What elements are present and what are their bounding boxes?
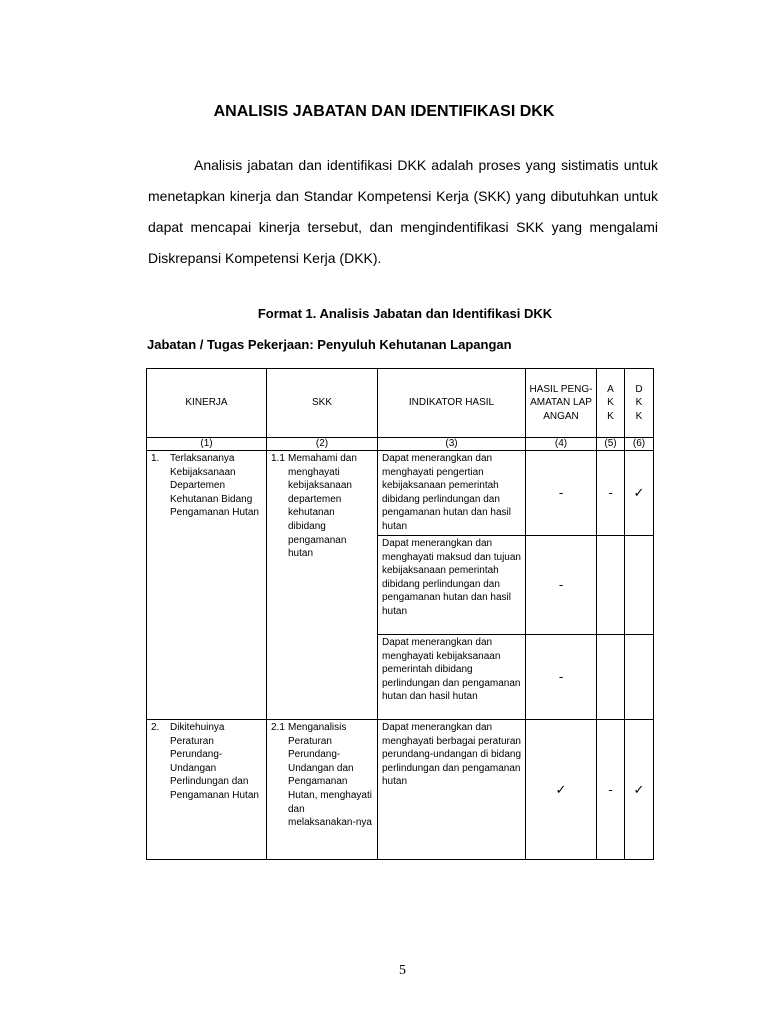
- indikator-cell: Dapat menerangkan dan menghayati maksud dan tujuan kebijaksanaan pemerintah dibidang perlindungan dan pengamanan hutan dan hasil hutan: [378, 536, 526, 635]
- skk-number: 1.1: [271, 453, 285, 464]
- skk-cell: [267, 720, 378, 860]
- dkk-check-icon: ✓: [625, 720, 654, 860]
- akk-cell: [597, 635, 625, 720]
- column-number: (4): [526, 438, 597, 451]
- dkk-check-icon: ✓: [625, 451, 654, 536]
- header-kinerja: KINERJA: [147, 369, 267, 438]
- column-number: (5): [597, 438, 625, 451]
- document-title: ANALISIS JABATAN DAN IDENTIFIKASI DKK: [213, 103, 555, 120]
- kinerja-cell: [147, 451, 267, 720]
- indikator-cell: Dapat menerangkan dan menghayati berbagai peraturan perundang-undangan di bidang perlindungan dan pengamanan hutan: [378, 720, 526, 860]
- header-akk: A K K: [597, 369, 625, 438]
- table-row: [147, 451, 654, 536]
- dkk-cell: [625, 635, 654, 720]
- column-number: (6): [625, 438, 654, 451]
- akk-cell: -: [597, 451, 625, 536]
- kinerja-number: 1.: [151, 453, 160, 464]
- table-header-row: [147, 369, 654, 438]
- hasil-cell: -: [526, 536, 597, 635]
- skk-text: Menganalisis Peraturan Perundang-Undangan dan Pengamanan Hutan, menghayati dan melaksanakan-nya: [288, 722, 372, 829]
- indikator-cell: Dapat menerangkan dan menghayati kebijaksanaan pemerintah dibidang perlindungan dan pengamanan hutan dan hasil hutan: [378, 635, 526, 720]
- kinerja-cell: [147, 720, 267, 860]
- column-number-row: [147, 438, 654, 451]
- intro-paragraph-text: Analisis jabatan dan identifikasi DKK adalah proses yang sistimatis untuk menetapkan kinerja dan Standar Kompetensi Kerja (SKK) yang dibutuhkan untuk dapat mencapai kinerja tersebut, dan mengindentifikasi SKK yang mengalami Diskrepansi Kompetensi Kerja (DKK).: [148, 157, 658, 266]
- skk-number: 2.1: [271, 722, 285, 733]
- header-hasil: HASIL PENG-AMATAN LAPANGAN: [526, 369, 597, 438]
- hasil-cell: -: [526, 635, 597, 720]
- akk-cell: [597, 536, 625, 635]
- skk-text: Memahami dan menghayati kebijaksanaan departemen kehutanan dibidang pengamanan hutan: [288, 453, 357, 560]
- column-number: (3): [378, 438, 526, 451]
- table-row: [147, 720, 654, 860]
- intro-paragraph: [148, 150, 658, 274]
- dkk-analysis-table: [146, 368, 654, 860]
- column-number: (2): [267, 438, 378, 451]
- kinerja-text: Dikitehuinya Peraturan Perundang-Undangan Perlindungan dan Pengamanan Hutan: [170, 722, 259, 801]
- hasil-check-icon: ✓: [526, 720, 597, 860]
- column-number: (1): [147, 438, 267, 451]
- page-number: 5: [399, 963, 406, 978]
- hasil-cell: -: [526, 451, 597, 536]
- indikator-cell: Dapat menerangkan dan menghayati pengertian kebijaksanaan pemerintah dibidang perlindungan dan pengamanan hutan dan hasil hutan: [378, 451, 526, 536]
- header-dkk: D K K: [625, 369, 654, 438]
- kinerja-text: Terlaksananya Kebijaksanaan Departemen Kehutanan Bidang Pengamanan Hutan: [170, 453, 259, 519]
- jabatan-label: Jabatan / Tugas Pekerjaan: Penyuluh Kehutanan Lapangan: [147, 337, 512, 352]
- dkk-cell: [625, 536, 654, 635]
- skk-cell: [267, 451, 378, 720]
- kinerja-number: 2.: [151, 722, 160, 733]
- header-indikator: INDIKATOR HASIL: [378, 369, 526, 438]
- format-title: Format 1. Analisis Jabatan dan Identifikasi DKK: [257, 306, 553, 321]
- akk-cell: -: [597, 720, 625, 860]
- header-skk: SKK: [267, 369, 378, 438]
